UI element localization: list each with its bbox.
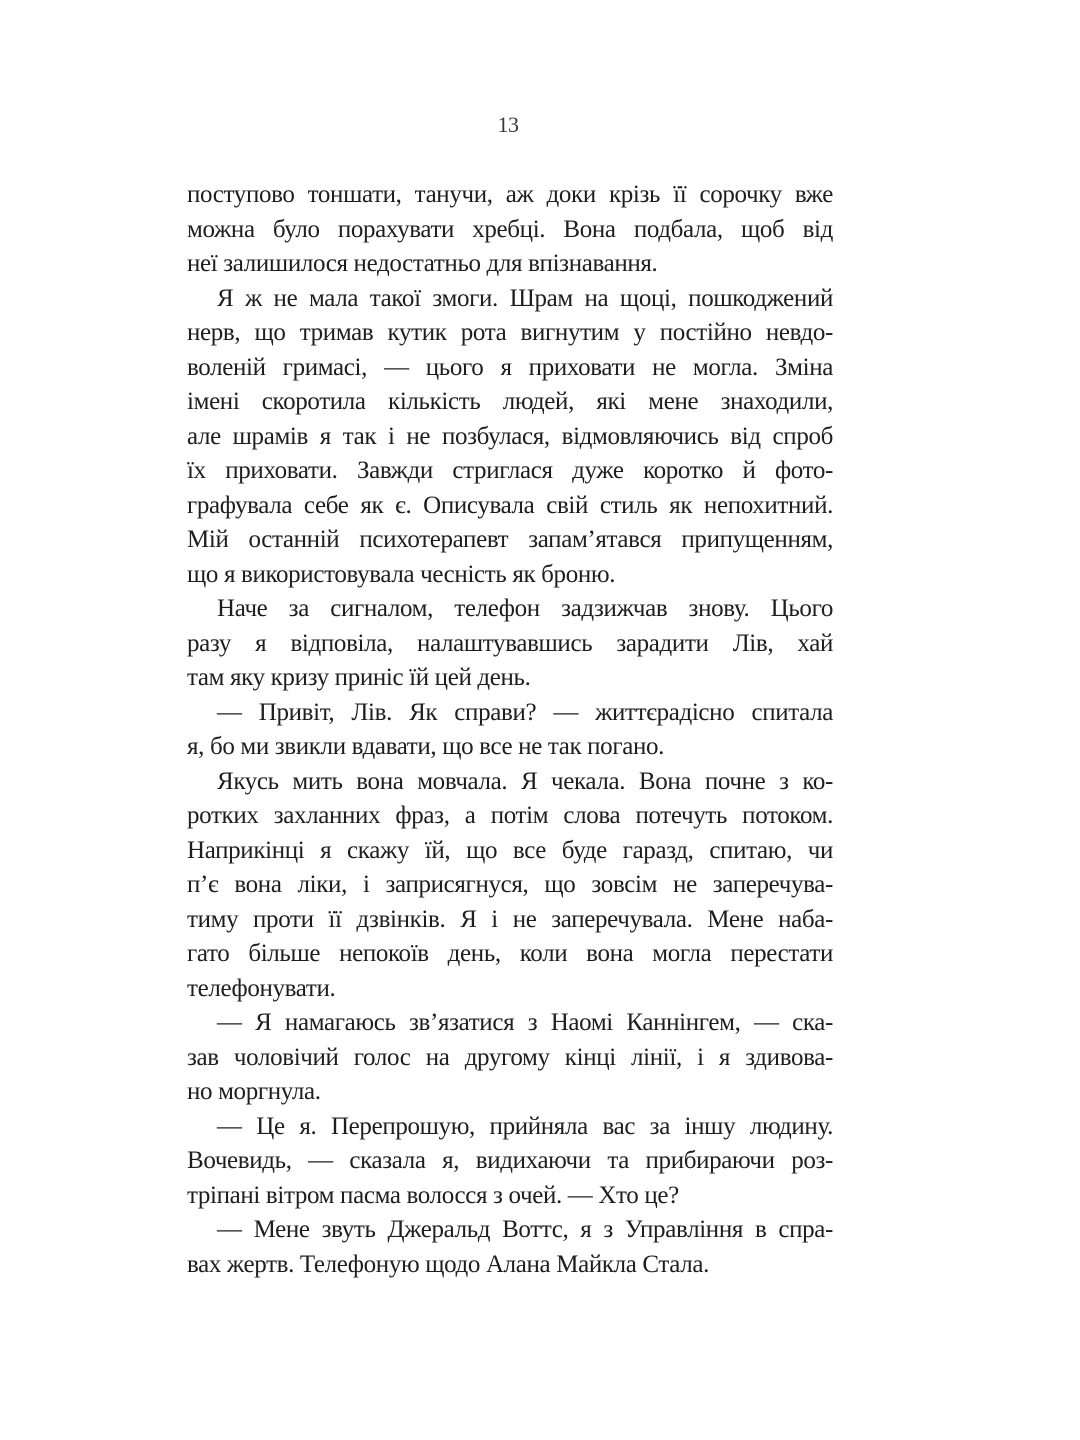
text-line: разу я відповіла, налаштувавшись зарадити Лів, хай bbox=[187, 629, 833, 657]
paragraph bbox=[187, 696, 833, 765]
text-line: п’є вона ліки, і заприсягнуся, що зовсім не заперечува- bbox=[187, 871, 833, 898]
paragraph bbox=[187, 1110, 833, 1214]
text-line: тріпані вітром пасма волосся з очей. — Хто це? bbox=[187, 1181, 679, 1209]
text-line: ротких захланних фраз, а потім слова потечуть потоком. bbox=[187, 802, 833, 829]
text-line: Вочевидь, — сказала я, видихаючи та прибираючи роз- bbox=[187, 1147, 833, 1174]
text-line: — Це я. Перепрошую, прийняла вас за іншу людину. bbox=[217, 1112, 833, 1140]
text-line: їх приховати. Завжди стриглася дуже коротко й фото- bbox=[187, 457, 833, 484]
paragraph bbox=[187, 282, 833, 593]
text-line: но моргнула. bbox=[187, 1078, 321, 1105]
paragraph bbox=[187, 178, 833, 282]
text-line: графувала себе як є. Описувала свій стиль як непохитний. bbox=[187, 491, 833, 519]
text-line: що я використовувала чесність як броню. bbox=[187, 560, 616, 588]
text-line: поступово тоншати, танучи, аж доки крізь її сорочку вже bbox=[187, 181, 833, 208]
text-line: — Привіт, Лів. Як справи? — життєрадісно спитала bbox=[217, 698, 833, 726]
text-line: гато більше непокоїв день, коли вона могла перестати bbox=[187, 940, 833, 967]
page-number: 13 bbox=[497, 112, 519, 137]
text-line: — Я намагаюсь зв’язатися з Наомі Каннінгем, — ска- bbox=[217, 1009, 833, 1036]
text-line: Якусь мить вона мовчала. Я чекала. Вона почне з ко- bbox=[217, 767, 833, 795]
paragraph bbox=[187, 1213, 833, 1282]
text-line: неї залишилося недостатньо для впізнавання. bbox=[187, 250, 658, 277]
text-line: вах жертв. Телефоную щодо Алана Майкла Стала. bbox=[187, 1250, 710, 1278]
paragraph bbox=[187, 765, 833, 1007]
text-line: зав чоловічий голос на другому кінці лінії, і я здивова- bbox=[187, 1043, 833, 1071]
paragraph bbox=[187, 1006, 833, 1110]
text-line: — Мене звуть Джеральд Воттс, я з Управління в спра- bbox=[217, 1216, 833, 1243]
text-line: телефонувати. bbox=[187, 974, 336, 1002]
text-line: нерв, що тримав кутик рота вигнутим у постійно невдо- bbox=[187, 319, 833, 346]
text-line: Я ж не мала такої змоги. Шрам на щоці, пошкоджений bbox=[217, 284, 833, 312]
paragraph bbox=[187, 592, 833, 696]
text-line: Наприкінці я скажу їй, що все буде гаразд, спитаю, чи bbox=[187, 836, 833, 864]
text-line: тиму проти її дзвінків. Я і не заперечувала. Мене наба- bbox=[187, 905, 833, 933]
body-text bbox=[187, 178, 833, 1282]
text-line: воленій гримасі, — цього я приховати не могла. Зміна bbox=[187, 353, 833, 381]
text-line: Мій останній психотерапевт запам’ятався припущенням, bbox=[187, 526, 833, 553]
text-line: імені скоротила кількість людей, які мене знаходили, bbox=[187, 388, 833, 415]
text-line: там яку кризу приніс їй цей день. bbox=[187, 664, 531, 691]
text-line: можна було порахувати хребці. Вона подбала, щоб від bbox=[187, 215, 833, 243]
text-line: я, бо ми звикли вдавати, що все не так погано. bbox=[187, 733, 665, 760]
text-line: але шрамів я так і не позбулася, відмовляючись від спроб bbox=[187, 422, 833, 450]
text-line: Наче за сигналом, телефон задзижчав знову. Цього bbox=[217, 595, 833, 622]
